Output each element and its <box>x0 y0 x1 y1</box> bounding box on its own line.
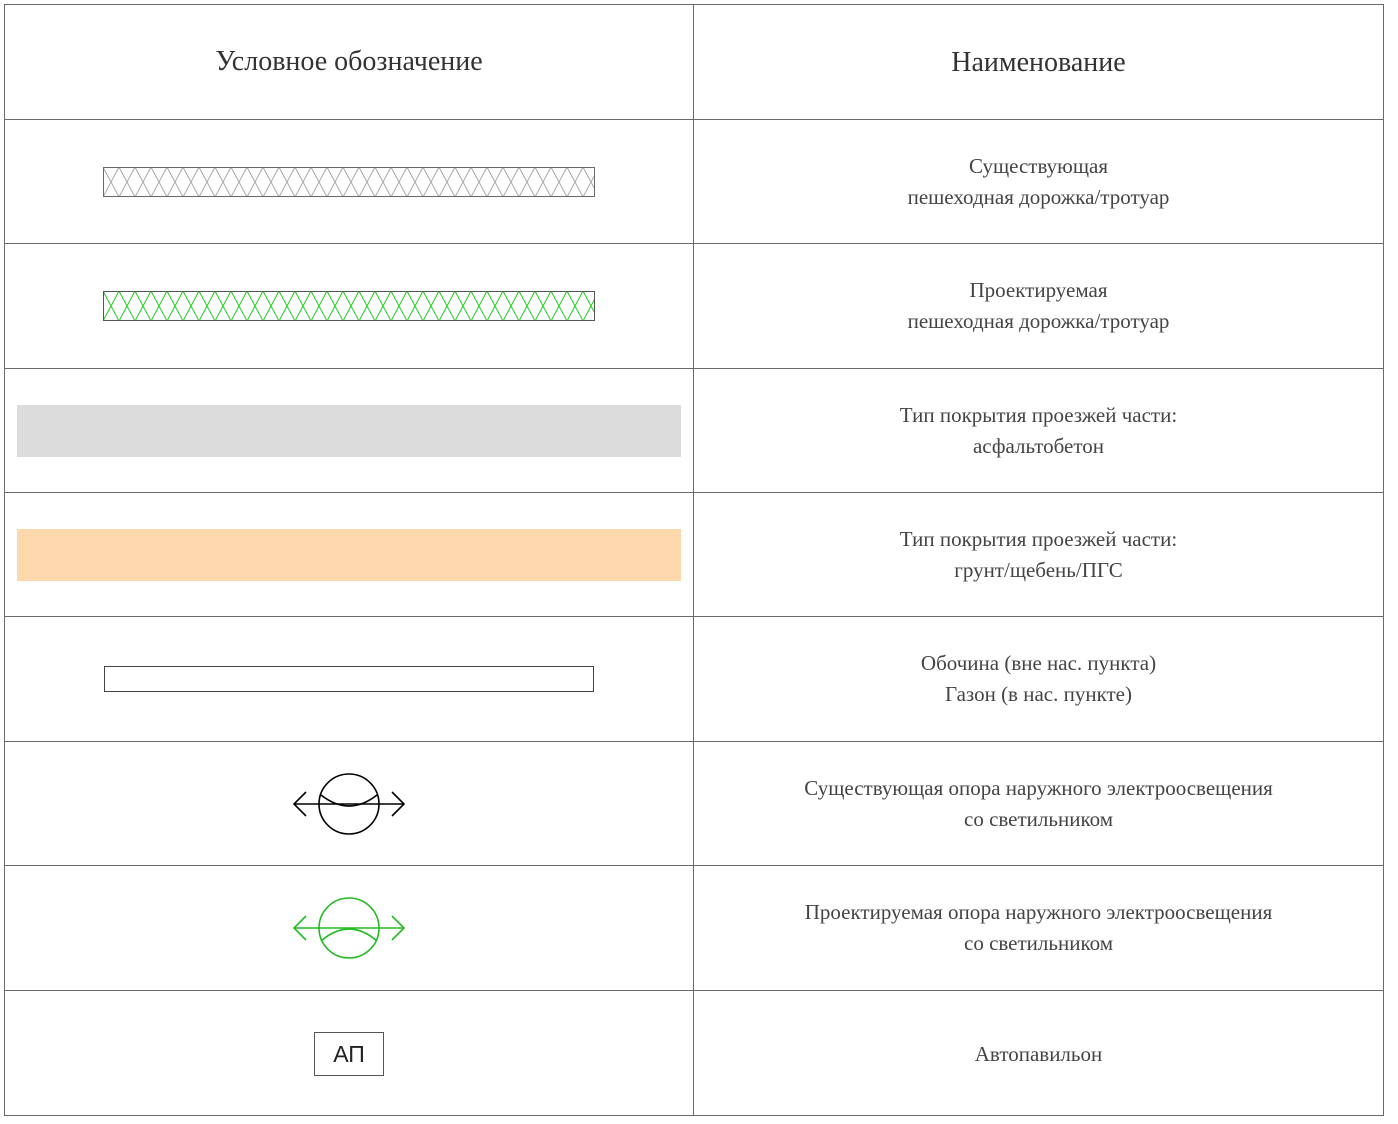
name-cell <box>694 617 1383 741</box>
legend-row-gravel <box>5 493 1383 617</box>
empty-strip-icon <box>104 666 594 692</box>
symbol-cell <box>5 617 693 741</box>
symbol-cell <box>5 493 693 616</box>
symbol-cell <box>5 244 693 368</box>
legend-row-name: Проектируемая пешеходная дорожка/тротуар <box>907 278 1170 333</box>
legend-table <box>4 4 1384 1116</box>
name-cell <box>694 120 1383 243</box>
legend-row-existing-sidewalk <box>5 120 1383 244</box>
legend-row-name: Автопавильон <box>974 1041 1103 1066</box>
existing-light-pole-icon <box>292 767 406 841</box>
name-cell <box>694 244 1383 368</box>
name-cell <box>694 742 1383 865</box>
legend-row-projected-light-pole <box>5 866 1383 991</box>
legend-row-name: Обочина (вне нас. пункта) Газон (в нас. пункте) <box>920 651 1157 706</box>
legend-row-name: Тип покрытия проезжей части: асфальтобетон <box>899 402 1178 458</box>
legend-row-bus-pavilion <box>5 991 1383 1117</box>
symbol-cell <box>5 742 693 865</box>
name-cell <box>694 493 1383 616</box>
hatched-strip-gray-icon <box>103 167 595 197</box>
name-cell <box>694 866 1383 990</box>
symbol-cell <box>5 991 693 1117</box>
symbol-cell <box>5 369 693 492</box>
hatched-strip-green-icon <box>103 291 595 321</box>
legend-row-name: Тип покрытия проезжей части: грунт/щебень/ПГС <box>899 526 1178 582</box>
legend-row-asphalt <box>5 369 1383 493</box>
legend-row-existing-light-pole <box>5 742 1383 866</box>
header-name-column: Наименование <box>951 46 1126 78</box>
header-row <box>5 5 1383 120</box>
name-cell <box>694 369 1383 492</box>
symbol-cell <box>5 866 693 990</box>
legend-row-name: Проектируемая опора наружного электроосвещения со светильником <box>804 900 1273 955</box>
legend-row-projected-sidewalk <box>5 244 1383 369</box>
legend-row-name: Существующая пешеходная дорожка/тротуар <box>907 153 1170 209</box>
header-symbol-column: Условное обозначение <box>215 46 483 77</box>
legend-row-name: Существующая опора наружного электроосвещения со светильником <box>804 775 1273 831</box>
gravel-fill-swatch <box>17 529 681 581</box>
projected-light-pole-icon <box>292 891 406 965</box>
bus-pavilion-box: АП <box>314 1032 384 1076</box>
asphalt-fill-swatch <box>17 405 681 457</box>
legend-row-shoulder <box>5 617 1383 742</box>
symbol-cell <box>5 120 693 243</box>
name-cell <box>694 991 1383 1117</box>
